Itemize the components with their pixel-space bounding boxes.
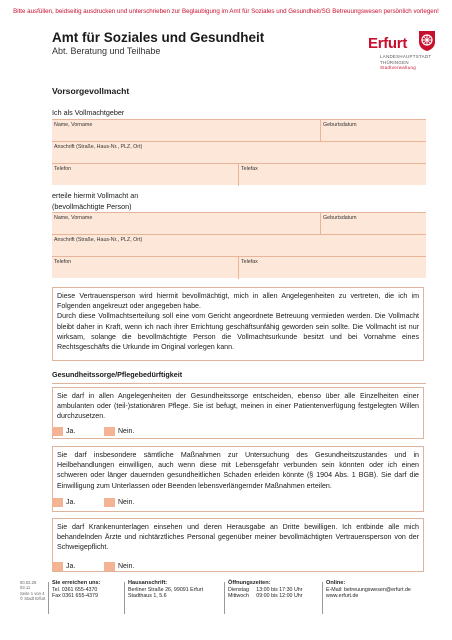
office-title: Amt für Soziales und Gesundheit	[52, 30, 265, 45]
footer-form-code: 50.02.26 03.11 Seite 1 von 4 © Stadt Erfurt	[20, 580, 46, 602]
health-q3-yes-checkbox[interactable]	[52, 562, 63, 571]
attorney-phone-label: Telefon	[54, 259, 72, 265]
attorney-intro: (bevollmächtigte Person)	[52, 202, 132, 211]
page-footer	[0, 578, 452, 640]
attorney-form	[52, 212, 426, 278]
logo-wordmark: Erfurt	[368, 35, 408, 52]
health-q1-no-label: Nein.	[118, 428, 135, 435]
intro-paragraph-2: Durch diese Vollmachtserteilung soll eine vom Gericht angeordnete Betreuung vermieden werden. Die Vollmacht bleibt daher in Kraft, wenn ich nach ihrer Errichtung geschäftsunfähig geworden sein sollte. Die Vollmacht ist nur wirksam, solange die bevollmächtigte Person die Vollmachtsurkunde besitzt und bei Vornahme eines Rechtsgeschäfts die Urkunde im Original vorlegen kann.	[57, 312, 419, 352]
attorney-name-row	[52, 212, 426, 235]
footer-divider	[124, 582, 125, 614]
health-q1-yes-label: Ja.	[66, 428, 76, 435]
footer-contact: Sie erreichen uns: Tel. 0361 655-4370 Fax 0361 655-4379	[52, 580, 101, 600]
attorney-name-field[interactable]	[52, 213, 320, 235]
logo-tagline: LANDESHAUPTSTADT THÜRINGEN Stadtverwaltung	[380, 54, 432, 71]
top-instruction-note: Bitte ausfüllen, beidseitig ausdrucken und unterschrieben zur Beglaubigung im Amt für Soziales und Gesundheit/SG Betreuungswesen persönlich vorlegen!	[13, 8, 439, 15]
footer-divider	[224, 582, 225, 614]
attorney-dob-field[interactable]	[320, 213, 427, 235]
grantor-fax-label: Telefax	[241, 166, 258, 172]
health-q2-no-label: Nein.	[118, 499, 135, 506]
office-subtitle: Abt. Beratung und Teilhabe	[52, 46, 161, 56]
health-q3-yes-label: Ja.	[66, 563, 76, 570]
attorney-name-label: Name, Vorname	[54, 215, 93, 221]
health-q2-yes-checkbox[interactable]	[52, 498, 63, 507]
grantor-address-field[interactable]	[52, 142, 426, 164]
grantor-phone-row	[52, 163, 426, 186]
grantor-dob-field[interactable]	[320, 120, 427, 142]
footer-address: Hausanschrift: Berliner Straße 26, 99091 Erfurt Stadthaus 1, 5.6	[128, 580, 204, 600]
city-wheel-icon	[418, 30, 436, 52]
document-title: Vorsorgevollmacht	[52, 86, 130, 96]
footer-email-link[interactable]: E-Mail: betreuungswesen@erfurt.de	[326, 586, 411, 593]
attorney-fax-label: Telefax	[241, 259, 258, 265]
footer-divider	[48, 582, 49, 614]
grantor-name-label: Name, Vorname	[54, 122, 93, 128]
attorney-address-row	[52, 234, 426, 257]
footer-hours: Öffnungszeiten: Dienstag 13:00 bis 17:30 Uhr Mittwoch 09:00 bis 12:00 Uhr	[228, 580, 303, 600]
health-q3-no-checkbox[interactable]	[104, 562, 115, 571]
health-q1-no-checkbox[interactable]	[104, 427, 115, 436]
attorney-phone-field[interactable]	[52, 257, 238, 279]
health-q3-no-label: Nein.	[118, 563, 135, 570]
intro-paragraph-1: Diese Vertrauensperson wird hiermit bevollmächtigt, mich in allen Angelegenheiten zu vertreten, die ich im Folgenden angekreuzt oder angegeben habe.	[57, 292, 419, 311]
grantor-phone-field[interactable]	[52, 164, 238, 186]
grantor-phone-label: Telefon	[54, 166, 72, 172]
grantor-address-label: Anschrift (Straße, Haus-Nr., PLZ, Ort)	[54, 144, 143, 150]
grantor-dob-label: Geburtsdatum	[323, 122, 357, 128]
footer-website-link[interactable]: www.erfurt.de	[326, 593, 359, 600]
grantor-intro: Ich als Vollmachtgeber	[52, 108, 125, 117]
grantor-name-field[interactable]	[52, 120, 320, 142]
attorney-address-field[interactable]	[52, 235, 426, 257]
health-question-1-text: Sie darf in allen Angelegenheiten der Gesundheitssorge entscheiden, ebenso über alle Einzelheiten einer ambulanten oder (teil-)stationären Pflege. Sie ist befugt, meinen in einer Patientenverfügung festgelegten Willen durchzusetzen.	[57, 392, 419, 421]
health-q2-yes-label: Ja.	[66, 499, 76, 506]
attorney-dob-label: Geburtsdatum	[323, 215, 357, 221]
attorney-phone-row	[52, 256, 426, 279]
grantor-fax-field[interactable]	[238, 164, 427, 186]
grantor-address-row	[52, 141, 426, 164]
attorney-address-label: Anschrift (Straße, Haus-Nr., PLZ, Ort)	[54, 237, 143, 243]
footer-divider	[322, 582, 323, 614]
health-q1-yes-checkbox[interactable]	[52, 427, 63, 436]
grantor-form	[52, 119, 426, 185]
grant-text: erteile hiermit Vollmacht an	[52, 191, 139, 200]
authorization-intro-box	[52, 287, 424, 361]
grantor-name-row	[52, 119, 426, 142]
health-question-3-text: Sie darf Krankenunterlagen einsehen und deren Herausgabe an Dritte bewilligen. Ich entbinde alle mich behandelnden Ärzte und nichtärztliches Personal gegenüber meiner bevollmächtigten Vertrauensperson von der Schweigepflicht.	[57, 523, 419, 552]
attorney-fax-field[interactable]	[238, 257, 427, 279]
footer-online: Online: E-Mail: betreuungswesen@erfurt.de www.erfurt.de	[326, 580, 411, 600]
health-section-title: Gesundheitssorge/Pflegebedürftigkeit	[52, 370, 426, 384]
health-q2-no-checkbox[interactable]	[104, 498, 115, 507]
health-question-2-text: Sie darf insbesondere sämtliche Maßnahmen zur Untersuchung des Gesundheitszustandes und in Heilbehandlungen einwilligen, auch wenn diese mit Lebensgefahr verbunden sein könnten oder ich einen schweren oder länger dauernden gesundheitlichen Schaden erleiden könnte (§ 1904 Abs. 1 BGB). Sie darf die Einwilligung zum Unterlassen oder Beenden lebensverlängernder Maßnahmen erteilen.	[57, 451, 419, 490]
